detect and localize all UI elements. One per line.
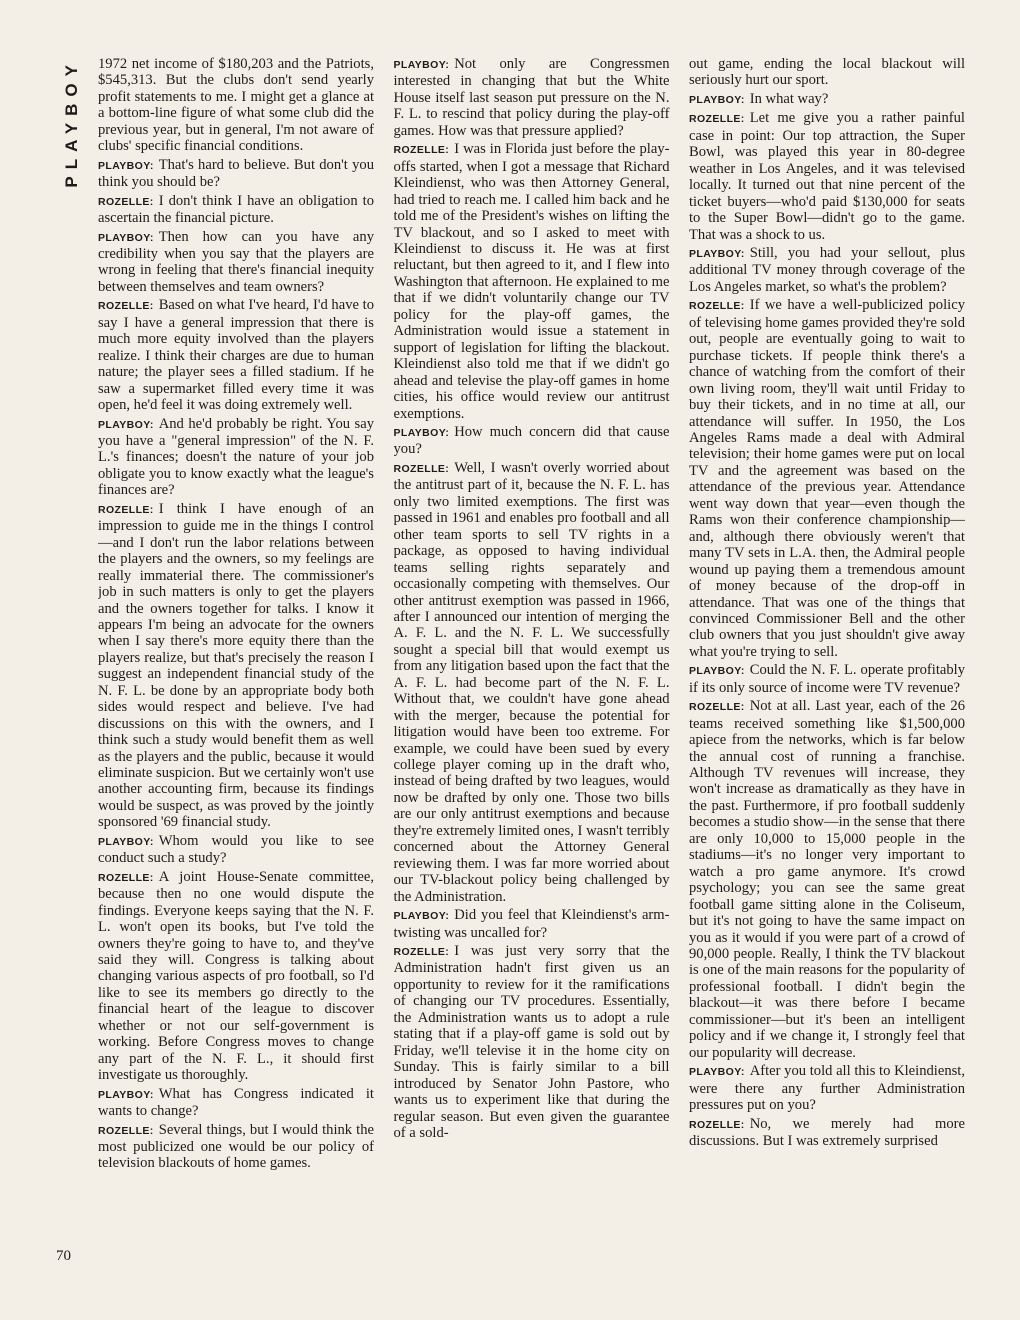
speaker-label: ROZELLE: [689,113,745,126]
interview-paragraph [98,229,374,296]
paragraph-text: Several things, but I would think the most publicized one would be our policy of television blackouts of home games. [98,1121,374,1172]
speaker-label: ROZELLE: [689,300,745,313]
text-column-3 [689,56,965,1276]
interview-paragraph [98,416,374,499]
interview-paragraph [689,56,965,89]
paragraph-text: I was just very sorry that the Administration hadn't first given us an opportunity to review for it the ramifications of changing our TV procedures. Essentially, the Administration wants us to adopt a rule stating that if a play-off game is sold out by Friday, we'll televise it in the home city on Sunday. This is fairly similar to a bill introduced by Senator John Pastore, who wants us to experiment like that during the regular season. But even given the guarantee of a sold- [393,943,670,1141]
speaker-label: ROZELLE: [98,871,154,884]
speaker-label: PLAYBOY: [393,910,450,923]
interview-paragraph [689,110,965,243]
speaker-label: PLAYBOY: [98,835,154,848]
interview-paragraph [98,833,374,867]
speaker-label: PLAYBOY: [689,1066,745,1079]
paragraph-text: I think I have enough of an impression to guide me in the things I control—and I don't run the labor relations between the players and the owners, so my feelings are really immaterial there. The commissioner's job in such matters is only to get the players and the owners together for talks. I know it appears I'm being an advocate for the owners when I say there's more equity there than the players realize, but that's precisely the reason I suggest an independent financial study of the N. F. L. be done by an appropriate body both sides would respect and believe. I've had discussions on this with the owners, and I think such a study would benefit them as well as the players and the public, because it would eliminate suspicion. But we certainly won't use another accounting firm, because its findings would be suspect, as was proved by the jointly sponsored '69 financial study. [98,500,374,831]
paragraph-text: And he'd probably be right. You say you have a "general impression" of the N. F. L.'s finances; doesn't the nature of your job obligate you to know exactly what the league's finances are? [98,415,374,499]
paragraph-text: Based on what I've heard, I'd have to say I have a general impression that there is much more equity involved than the players realize. I think their charges are due to human nature; the player sees a filled stadium. If he saw a supermarket filled every time it was open, he'd feel it was doing extremely well. [98,297,374,414]
paragraph-text: 1972 net income of $180,203 and the Patriots, $545,313. But the clubs don't send yearly profit statements to me. I might get a glance at a bottom-line figure of what some club did the previous year, but in general, I'm not aware of clubs' specific financial conditions. [98,56,374,155]
paragraph-text: out game, ending the local blackout will seriously hurt our sport. [689,56,965,89]
paragraph-text: No, we merely had more discussions. But I was extremely surprised [689,1115,965,1149]
speaker-label: ROZELLE: [393,144,450,157]
interview-paragraph [394,907,670,941]
paragraph-text: Not only are Congressmen interested in changing that but the White House itself last season put pressure on the N. F. L. to rescind that policy during the play-off games. How was that pressure applied? [393,56,670,139]
speaker-label: ROZELLE: [98,1124,154,1137]
text-column-2 [394,56,670,1276]
paragraph-text: I was in Florida just before the play-offs started, when I got a message that Richard Kleindienst, who was then Attorney General, had tried to reach me. I called him back and he told me of the President's wishes on lifting the TV blackout, and so I asked to meet with Kleindienst to discuss it. He was at first reluctant, but then agreed to it, and I flew into Washington that afternoon. He explained to me that if we didn't voluntarily change our TV policy for the play-off games, the Administration would issue a statement in support of legislation for lifting the blackout. Kleindienst also told me that if we didn't go ahead and televise the play-off games in home cities, his office would review our antitrust exemptions. [393,141,670,422]
magazine-title: PLAYBOY [62,58,81,188]
paragraph-text: Whom would you like to see conduct such a study? [98,832,374,867]
paragraph-text: After you told all this to Kleindienst, were there any further Administration pressures put on you? [689,1063,965,1114]
paragraph-text: Then how can you have any credibility when you say that the players are wrong in feeling that there's financial inequity between themselves and team owners? [98,228,374,295]
paragraph-text: Did you feel that Kleindienst's arm-twisting was uncalled for? [393,907,670,941]
speaker-label: ROZELLE: [393,462,450,475]
interview-paragraph [689,91,965,108]
interview-paragraph [98,56,374,155]
speaker-label: ROZELLE: [98,195,154,208]
speaker-label: PLAYBOY: [393,426,450,439]
interview-paragraph [394,460,670,905]
speaker-label: PLAYBOY: [98,1088,154,1101]
interview-paragraph [689,297,965,660]
interview-paragraph [689,1116,965,1150]
interview-paragraph [98,157,374,191]
article-body [98,56,965,1276]
paragraph-text: Well, I wasn't overly worried about the antitrust part of it, because the N. F. L. has only two limited exemptions. The first was passed in 1961 and enables pro football and all other team sports to sell TV rights in a package, as opposed to having individual teams selling rights separately and occasionally competing with themselves. Our other antitrust exemption was passed in 1966, after I announced our intention of merging the A. F. L. and the N. F. L. We successfully sought a special bill that would exempt us from any litigation based upon the fact that the A. F. L. had become part of the N. F. L. Without that, we couldn't have gone ahead with the merger, because the potential for litigation would have been too extreme. For example, we could have been sued by every college player coming up in the draft who, instead of being drafted by two leagues, would now be drafted by only one. Those two bills are our only antitrust exemptions and because they're extremely limited ones, I wasn't terribly concerned about the Attorney General reviewing them. I was far more worried about our TV-blackout policy being challenged by the Administration. [393,459,670,905]
page-number: 70 [56,1248,71,1264]
paragraph-text: Let me give you a rather painful case in point: Our top attraction, the Super Bowl, was played this year in 80-degree weather in Los Angeles, and it was televised locally. It turned out that nine percent of the ticket buyers—who'd paid $130,000 for seats to the Super Bowl—didn't go to the game. That was a shock to us. [689,110,965,243]
paragraph-text: What has Congress indicated it wants to change? [98,1085,374,1120]
paragraph-text: That's hard to believe. But don't you think you should be? [98,156,374,191]
interview-paragraph [98,193,374,227]
speaker-label: PLAYBOY: [689,247,745,260]
interview-paragraph [394,56,670,139]
speaker-label: ROZELLE: [393,946,450,959]
speaker-label: PLAYBOY: [98,231,154,244]
speaker-label: PLAYBOY: [393,59,450,71]
interview-paragraph [98,297,374,413]
interview-paragraph [689,662,965,696]
speaker-label: PLAYBOY: [98,159,154,172]
paragraph-text: If we have a well-publicized policy of televising home games provided they're sold out, people are eventually going to wait to purchase tickets. If people think there's a chance of watching from the comfort of their own living room, they'll wait until Friday to buy their tickets, and in no time at all, our attendance will suffer. In 1950, the Los Angeles Rams made a deal with Admiral television; their home games were put on local TV and the agreement was based on the attendance of the previous year. Attendance went way down that year—even though the Rams won their conference championship—and, although there obviously weren't that many TV sets in L.A. then, the Admiral people wound up paying them a tremendous amount of money because of the drop-off in attendance. That was one of the things that convinced Commissioner Bell and the other club owners that you just shouldn't give away what you're trying to sell. [689,297,965,660]
paragraph-text: Could the N. F. L. operate profitably if its only source of income were TV revenue? [689,662,965,696]
speaker-label: ROZELLE: [689,1118,745,1131]
interview-paragraph [689,245,965,295]
text-column-1 [98,56,374,1276]
speaker-label: ROZELLE: [98,300,154,313]
paragraph-text: How much concern did that cause you? [393,423,670,458]
speaker-label: PLAYBOY: [689,665,745,678]
magazine-sidebar [58,58,86,188]
speaker-label: PLAYBOY: [689,93,745,106]
interview-paragraph [689,1063,965,1113]
paragraph-text: Still, you had your sellout, plus additional TV money through coverage of the Los Angeles market, so what's the problem? [689,244,965,295]
interview-paragraph [394,943,670,1141]
paragraph-text: Not at all. Last year, each of the 26 teams received something like $1,500,000 apiece from the networks, which is far below the annual cost of running a franchise. Although TV revenues will increase, they won't increase as dramatically as they have in the past. Furthermore, if pro football suddenly becomes a studio show—in the sense that there are only 10,000 to 15,000 people in the stadiums—it's no longer very important to watch a pro game anymore. It's crowd psychology; you can see the same great football game sitting alone in the Coliseum, but it's not going to have the same impact on you as it would if you were part of a crowd of 90,000 people. Really, I think the TV blackout is one of the main reasons for the popularity of professional football. I didn't begin the blackout—it was there before I became commissioner—but it's been an intelligent policy and if we change it, I strongly feel that our popularity will decrease. [689,698,965,1061]
interview-paragraph [98,1086,374,1120]
interview-paragraph [394,141,670,422]
speaker-label: PLAYBOY: [98,418,154,431]
paragraph-text: In what way? [749,90,829,107]
paragraph-text: A joint House-Senate committee, because then no one would dispute the findings. Everyone keeps saying that the N. F. L. won't open its books, but I've told the owners they're going to have to, and they've said they will. Congress is talking about changing various aspects of pro football, so I'd like to see its members go directly to the financial heart of the league to discover whether or not our self-government is working. Before Congress moves to change any part of the N. F. L., it should first investigate us thoroughly. [98,868,374,1084]
interview-paragraph [98,1122,374,1172]
interview-paragraph [98,869,374,1084]
paragraph-text: I don't think I have an obligation to ascertain the financial picture. [98,192,374,227]
interview-paragraph [394,424,670,458]
speaker-label: ROZELLE: [689,701,745,714]
interview-paragraph [98,501,374,831]
interview-paragraph [689,698,965,1061]
speaker-label: ROZELLE: [98,503,154,516]
